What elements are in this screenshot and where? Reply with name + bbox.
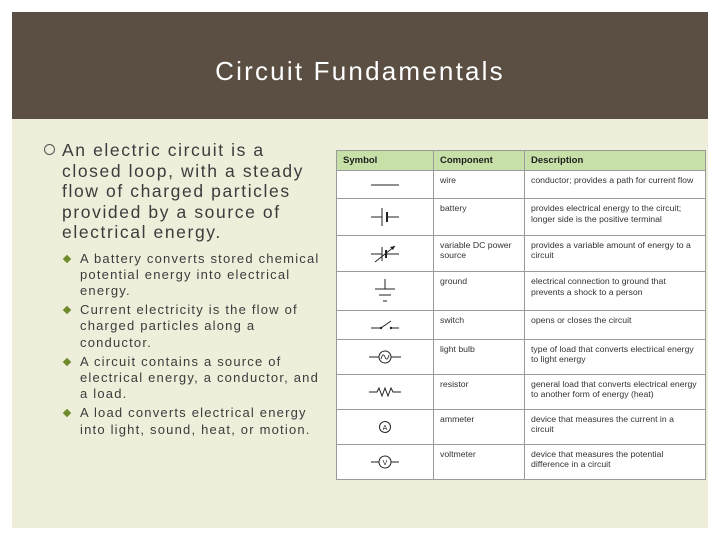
light-bulb-symbol-icon — [365, 346, 405, 368]
table-row — [337, 171, 705, 199]
table-row — [337, 272, 705, 311]
description-cell: provides electrical energy to the circuit; longer side is the positive terminal — [525, 199, 706, 235]
bullet-list — [44, 140, 324, 441]
slide — [12, 12, 708, 528]
component-cell: variable DC power source — [434, 235, 525, 271]
variable-dc-source-symbol-icon — [365, 241, 405, 267]
diamond-bullet-icon — [63, 306, 71, 314]
wire-symbol-icon — [365, 175, 405, 195]
component-cell: light bulb — [434, 339, 525, 374]
main-bullet — [44, 140, 324, 243]
ground-symbol-icon — [365, 277, 405, 305]
component-cell: voltmeter — [434, 444, 525, 479]
column-header-component: Component — [434, 151, 525, 171]
diamond-bullet-icon — [63, 409, 71, 417]
sub-bullet-text: A circuit contains a source of electrical energy, a conductor, and a load. — [80, 353, 320, 402]
description-cell: provides a variable amount of energy to a circuit — [525, 235, 706, 271]
ammeter-symbol-icon — [365, 417, 405, 437]
component-cell: ammeter — [434, 409, 525, 444]
table-row — [337, 339, 705, 374]
sub-bullet-list — [44, 251, 324, 438]
table-row — [337, 374, 705, 409]
description-cell: electrical connection to ground that prevents a shock to a person — [525, 272, 706, 311]
main-bullet-text: An electric circuit is a closed loop, with a steady flow of charged particles provided by a source of electrical energy. — [62, 140, 304, 242]
title-bar — [12, 12, 708, 119]
table-row — [337, 235, 705, 271]
component-cell: switch — [434, 311, 525, 339]
voltmeter-symbol-icon — [365, 451, 405, 473]
component-cell: ground — [434, 272, 525, 311]
resistor-symbol-icon — [365, 382, 405, 402]
battery-symbol-icon — [365, 204, 405, 230]
sub-bullet-text: A battery converts stored chemical potential energy into electrical energy. — [80, 250, 320, 298]
sub-bullet — [62, 354, 324, 403]
component-cell: wire — [434, 171, 525, 199]
circuit-symbols-table — [336, 150, 706, 480]
sub-bullet — [62, 302, 324, 351]
slide-title: Circuit Fundamentals — [215, 56, 505, 86]
table-row — [337, 409, 705, 444]
component-cell: battery — [434, 199, 525, 235]
hollow-circle-bullet-icon — [44, 144, 55, 155]
table-row — [337, 311, 705, 339]
description-cell: device that measures the current in a circuit — [525, 409, 706, 444]
description-cell: device that measures the potential difference in a circuit — [531, 448, 664, 470]
component-cell: resistor — [434, 374, 525, 409]
description-cell: opens or closes the circuit — [525, 311, 706, 339]
description-cell: conductor; provides a path for current flow — [525, 171, 706, 199]
sub-bullet-text: A load converts electrical energy into light, sound, heat, or motion. — [80, 405, 311, 437]
sub-bullet — [62, 251, 324, 300]
table-row — [337, 199, 705, 235]
ammeter-letter: A — [382, 424, 388, 432]
switch-symbol-icon — [365, 315, 405, 335]
column-header-symbol: Symbol — [337, 151, 434, 171]
description-cell: general load that converts electrical energy to another form of energy (heat) — [525, 374, 706, 409]
diamond-bullet-icon — [63, 254, 71, 262]
sub-bullet-text: Current electricity is the flow of charged particles along a conductor. — [80, 302, 298, 350]
description-cell: type of load that converts electrical energy to light energy — [525, 339, 706, 374]
table-row — [337, 444, 705, 479]
table-header-row — [337, 151, 705, 171]
voltmeter-letter: V — [382, 459, 388, 467]
column-header-description: Description — [525, 151, 706, 171]
diamond-bullet-icon — [63, 357, 71, 365]
sub-bullet — [62, 405, 324, 437]
